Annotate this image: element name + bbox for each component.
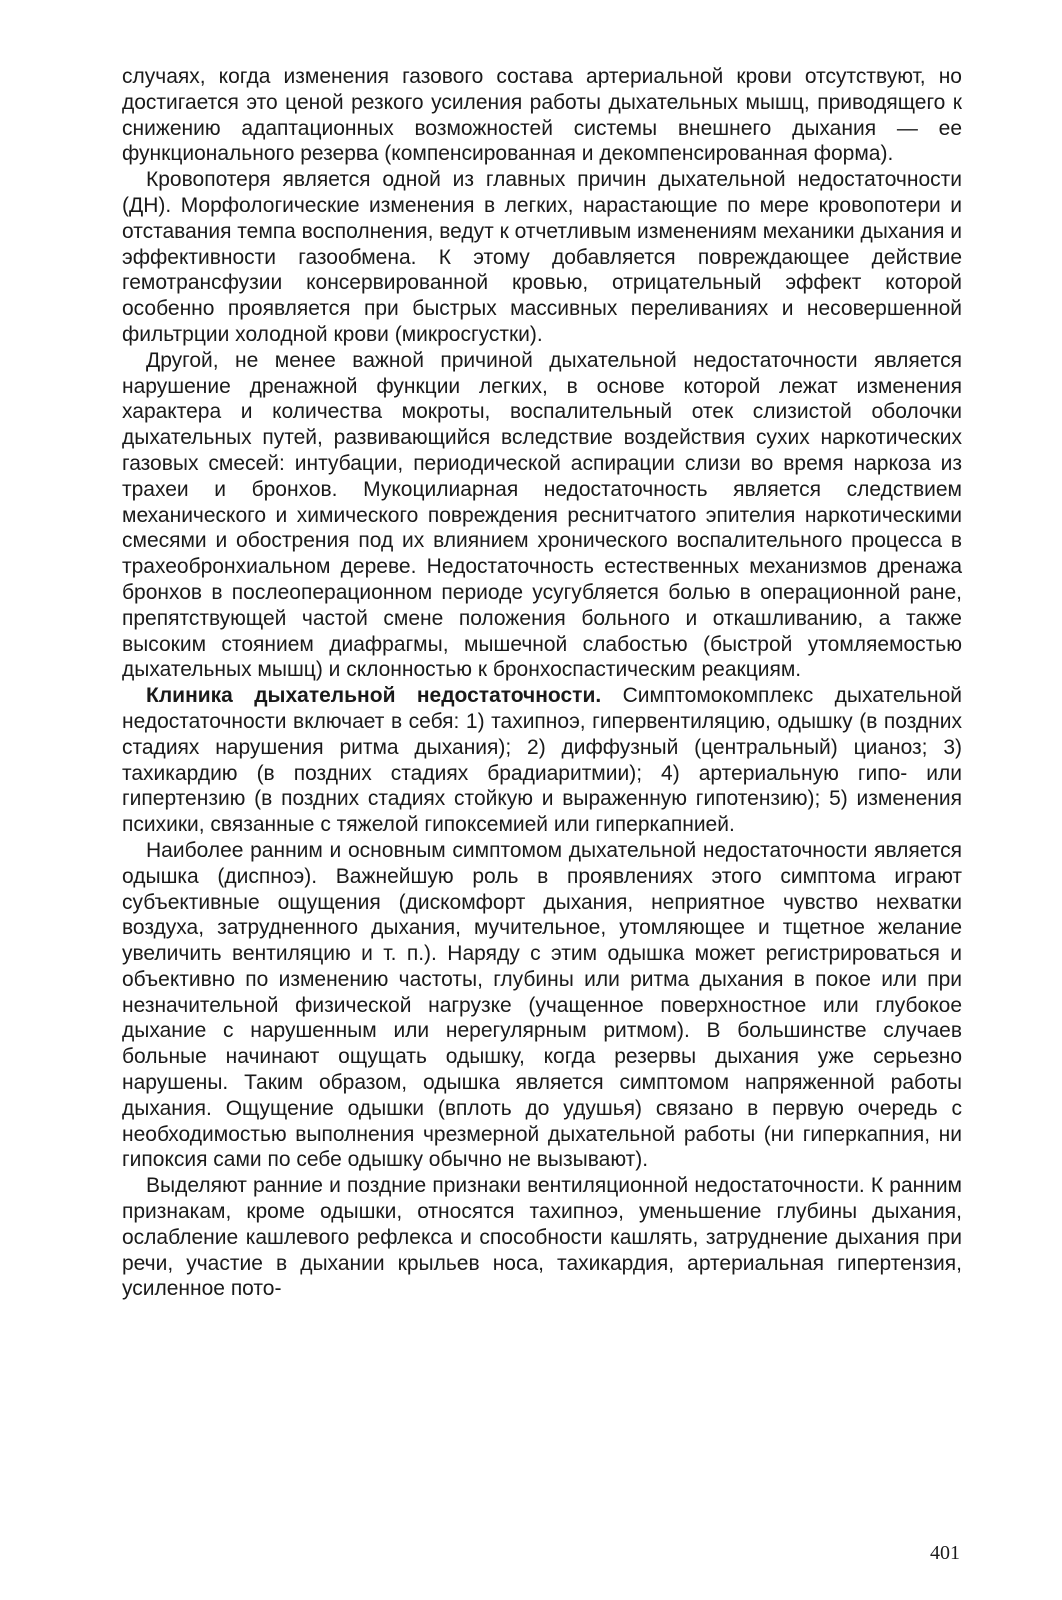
page-body — [122, 64, 962, 1302]
section-heading: Клиника дыхательной недостаточности. — [146, 684, 602, 708]
paragraph-1: случаях, когда изменения газового состава артериальной крови отсутствуют, но достигается это ценой резкого усиления работы дыхательных мышц, приводящего к снижению адаптационных возможностей системы внешнего дыхания — ее функционального резерва (компенсированная и декомпенсированная форма). — [122, 65, 962, 166]
paragraph-4 — [122, 683, 962, 838]
paragraph-4-text: Симптомокомплекс дыхательной недостаточности включает в себя: 1) тахипноэ, гипервентиляцию, одышку (в поздних стадиях нарушения ритма дыхания); 2) диффузный (центральный) цианоз; 3) тахикардию (в поздних стадиях брадиаритмии); 4) артериальную гипо- или гипертензию (в поздних стадиях стойкую и выраженную гипотензию); 5) изменения психики, связанные с тяжелой гипоксемией или гиперкапнией. — [122, 684, 962, 837]
paragraph-2: Кровопотеря является одной из главных причин дыхательной недостаточности (ДН). Морфологические изменения в легких, нарастающие по мере кровопотери и отставания темпа восполнения, ведут к отчетливым изменениям механики дыхания и эффективности газообмена. К этому добавляется повреждающее действие гемотрансфузии консервированной кровью, отрицательный эффект которой особенно проявляется при быстрых массивных переливаниях и несовершенной фильтрции холодной крови (микросгустки). — [122, 168, 963, 346]
paragraph-5: Наиболее ранним и основным симптомом дыхательной недостаточности является одышка (диспноэ). Важнейшую роль в проявлениях этого симптома играют субъективные ощущения (дискомфорт дыхания, неприятное чувство нехватки воздуха, затрудненного дыхания, мучительное, утомляющее и тщетное желание увеличить вентиляцию и т. п.). Наряду с этим одышка может регистрироваться и объективно по изменению частоты, глубины или ритма дыхания в покое или при незначительной физической нагрузке (учащенное поверхностное или глубокое дыхание с нарушенным или нерегулярным ритмом). В большинстве случаев больные начинают ощущать одышку, когда резервы дыхания уже серьезно нарушены. Таким образом, одышка является симптомом напряженной работы дыхания. Ощущение одышки (вплоть до удушья) связано в первую очередь с необходимостью выполнения чрезмерной дыхательной работы (ни гиперкапния, ни гипоксия сами по себе одышку обычно не вызывают). — [122, 838, 962, 1172]
page-number: 401 — [930, 1542, 960, 1564]
paragraph-6: Выделяют ранние и поздние признаки вентиляционной недостаточности. К ранним признакам, кроме одышки, относятся тахипноэ, уменьшение глубины дыхания, ослабление кашлевого рефлекса и способности кашлять, затруднение дыхания при речи, участие в дыхании крыльев носа, тахикардия, артериальная гипертензия, усиленное пото- — [122, 1174, 962, 1301]
paragraph-3: Другой, не менее важной причиной дыхательной недостаточности является нарушение дренажной функции легких, в основе которой лежат изменения характера и количества мокроты, воспалительный отек слизистой оболочки дыхательных путей, развивающийся вследствие воздействия сухих наркотических газовых смесей: интубации, периодической аспирации слизи во время наркоза из трахеи и бронхов. Мукоцилиарная недостаточность является следствием механического и химического повреждения реснитчатого эпителия наркотическими смесями и обострения под их влиянием хронического воспалительного процесса в трахеобронхиальном дереве. Недостаточность естественных механизмов дренажа бронхов в послеоперационном периоде усугубляется болью в операционной ране, препятствующей частой смене положения больного и откашливанию, а также высоким стоянием диафрагмы, мышечной слабостью (быстрой утомляемостью дыхательных мышц) и склонностью к бронхоспастическим реакциям. — [122, 348, 962, 682]
